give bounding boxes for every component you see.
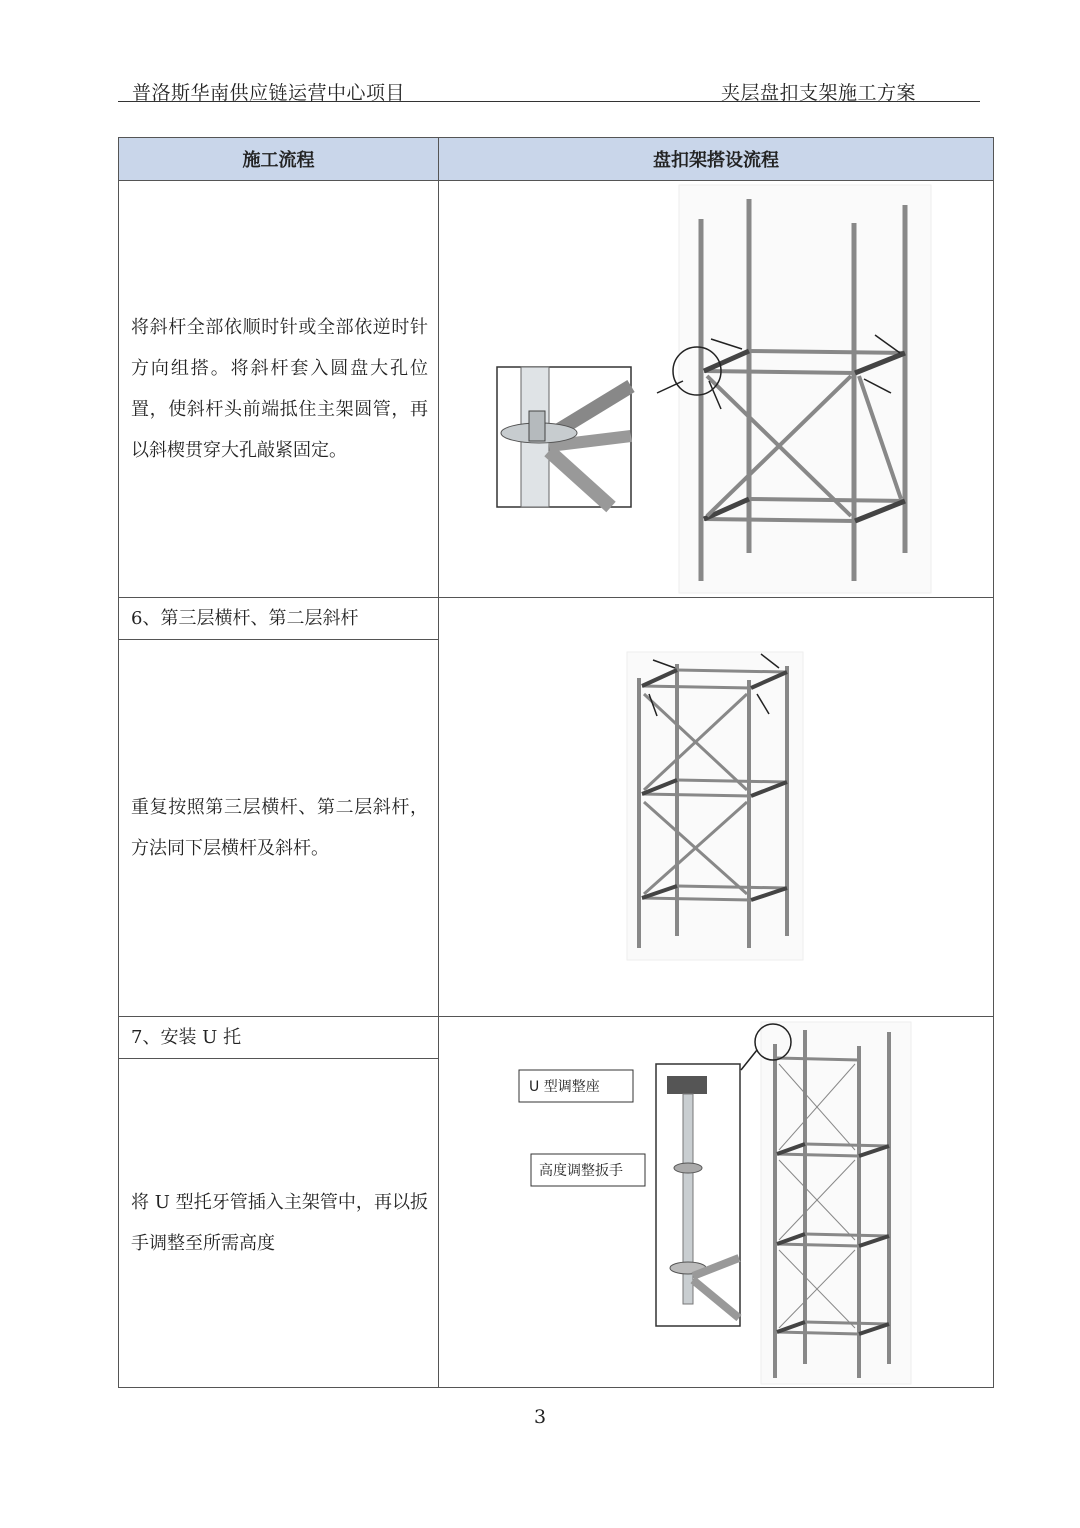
row1-text-cell — [119, 181, 439, 598]
column-header-process: 施工流程 — [119, 138, 439, 181]
row2-description: 重复按照第三层横杆、第二层斜杆，方法同下层横杆及斜杆。 — [131, 797, 428, 859]
row3-text-cell — [119, 1059, 439, 1388]
construction-process-table — [118, 137, 994, 1388]
u-seat-label: U 型调整座 — [529, 1078, 600, 1095]
three-level-scaffold-figure — [439, 598, 992, 1016]
scaffold-frame-three-level — [627, 652, 803, 960]
u-seat-label-box — [519, 1070, 633, 1102]
wrench-label: 高度调整扳手 — [539, 1162, 623, 1179]
row3-figure-cell — [439, 1017, 994, 1388]
row2-figure-cell — [439, 598, 994, 1017]
table-row — [119, 181, 994, 598]
diagonal-bar-installation-figure — [439, 181, 992, 597]
scaffold-frame-full-height — [755, 1022, 911, 1384]
column-header-scaffold-flow: 盘扣架搭设流程 — [439, 138, 994, 181]
header-project-name: 普洛斯华南供应链运营中心项目 — [132, 82, 406, 104]
wrench-label-box — [531, 1154, 645, 1186]
row2-text-cell — [119, 640, 439, 1017]
detail-pointer-arrow — [741, 1050, 757, 1070]
header-rule — [118, 101, 980, 102]
table-row — [119, 598, 994, 640]
u-support-detail-image — [656, 1064, 740, 1326]
diagonal-joint-detail-image — [497, 367, 631, 507]
row3-step-title: 7、安装 U 托 — [131, 1027, 242, 1048]
row3-description: 将 U 型托牙管插入主架管中，再以扳手调整至所需高度 — [131, 1192, 428, 1254]
u-support-installation-figure — [439, 1018, 992, 1387]
table-row — [119, 1017, 994, 1059]
row3-step-cell — [119, 1017, 439, 1059]
row2-step-cell — [119, 598, 439, 640]
table-header-row — [119, 138, 994, 181]
page-number: 3 — [533, 1406, 547, 1428]
row1-figure-cell — [439, 181, 994, 598]
row1-description: 将斜杆全部依顺时针或全部依逆时针方向组搭。将斜杆套入圆盘大孔位置，使斜杆头前端抵住主架圆管，再以斜楔贯穿大孔敲紧固定。 — [131, 317, 428, 461]
header-document-title: 夹层盘扣支架施工方案 — [720, 82, 916, 104]
row2-step-title: 6、第三层横杆、第二层斜杆 — [131, 608, 359, 629]
